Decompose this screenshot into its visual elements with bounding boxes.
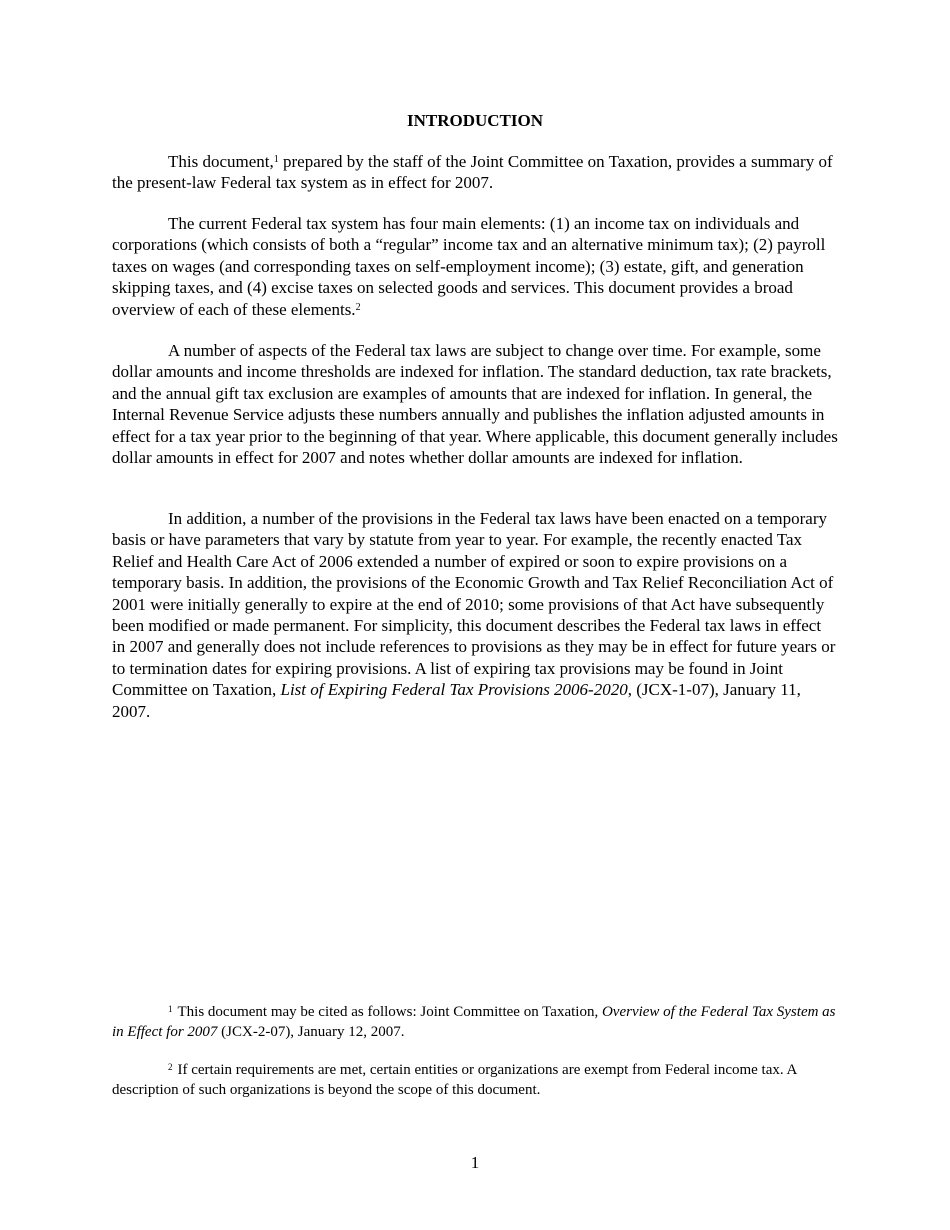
paragraph-3-text: A number of aspects of the Federal tax laws are subject to change over time. For example, some dollar amounts and income thresholds are indexed for inflation. The standard deduction, tax rate brackets, and the annual gift tax exclusion are examples of amounts that are indexed for inflation. In general, the Internal Revenue Service adjusts these numbers annually and publishes the inflation adjusted amounts in effect for a tax year prior to the beginning of that year. Where applicable, this document generally includes dollar amounts in effect for 2007 and notes whether dollar amounts are indexed for inflation. (112, 341, 838, 468)
paragraph-4 (112, 508, 838, 722)
paragraph-4-text-a: In addition, a number of the provisions in the Federal tax laws have been enacted on a temporary basis or have parameters that vary by statute from year to year. For example, the recently enacted Tax Relief and Health Care Act of 2006 extended a number of expired or soon to expire provisions on a temporary basis. In addition, the provisions of the Economic Growth and Tax Relief Reconciliation Act of 2001 were initially generally to expire at the end of 2010; some provisions of that Act have subsequently been modified or made permanent. For simplicity, this document describes the Federal tax laws in effect in 2007 and generally does not include references to provisions as they may be in effect for future years or to termination dates for expiring provisions. A list of expiring tax provisions may be found in Joint Committee on Taxation, (112, 509, 836, 700)
footnote-2-marker: 2 (168, 1062, 173, 1072)
paragraph-1 (112, 151, 838, 194)
footnote-2 (112, 1061, 838, 1100)
footnote-1-marker: 1 (168, 1004, 173, 1014)
paragraph-4-text-b: , (JCX-1-07), January 11, 2007. (112, 680, 801, 721)
paragraph-2 (112, 213, 838, 320)
page-number: 1 (470, 1153, 480, 1172)
footnote-1-text-a: This document may be cited as follows: Joint Committee on Taxation, (177, 1004, 602, 1020)
footnote-ref-2: 2 (355, 301, 361, 313)
footnote-1-cited-title: Overview of the Federal Tax System as in Effect for 2007 (112, 1004, 836, 1040)
footnote-ref-1: 1 (273, 154, 279, 165)
footnote-1-text-b: (JCX-2-07), January 12, 2007. (217, 1023, 405, 1040)
paragraph-4-cited-title: List of Expiring Federal Tax Provisions 2006-2020 (280, 680, 628, 700)
paragraph-1-text-b: prepared by the staff of the Joint Committee on Taxation, provides a summary of the present-law Federal tax system as in effect for 2007. (112, 152, 833, 193)
paragraph-2-text: The current Federal tax system has four main elements: (1) an income tax on individuals and corporations (which consists of both a “regular” income tax and an alternative minimum tax); (2) payroll taxes on wages (and corresponding taxes on self-employment income); (3) estate, gift, and generation skipping taxes, and (4) excise taxes on selected goods and services. This document provides a broad overview of each of these elements. (112, 214, 826, 319)
paragraph-1-text-a: This document, (168, 152, 274, 171)
footnote-1 (112, 1003, 838, 1042)
paragraph-3 (112, 340, 838, 468)
page-title: INTRODUCTION (406, 111, 544, 130)
footnote-2-text: If certain requirements are met, certain entities or organizations are exempt from Federal income tax. A description of such organizations is beyond the scope of this document. (112, 1062, 797, 1098)
